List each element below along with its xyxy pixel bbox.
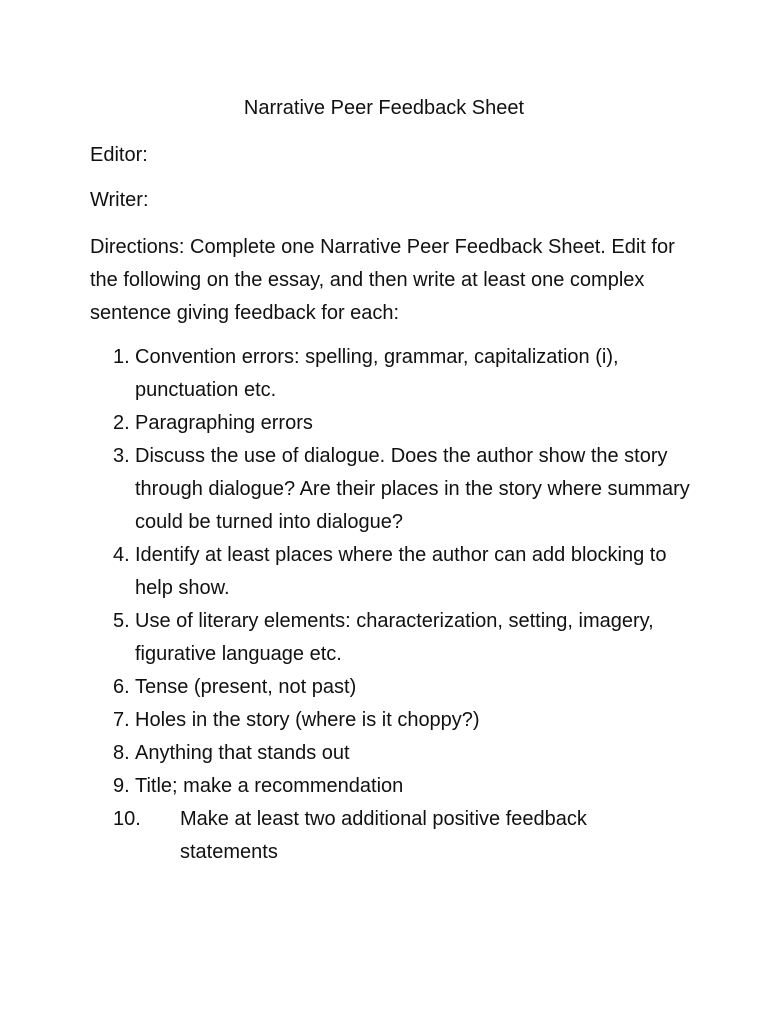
- list-item-number: 3.: [113, 445, 130, 467]
- list-item-text: Paragraphing errors: [135, 412, 313, 434]
- list-item: [90, 803, 690, 869]
- list-item: [90, 341, 690, 407]
- list-item: [90, 770, 690, 803]
- list-item-number: 5.: [113, 610, 130, 632]
- list-item: [90, 440, 690, 539]
- list-item-text: Make at least two additional positive feedback statements: [180, 808, 587, 863]
- list-item: [90, 704, 690, 737]
- list-item: [90, 605, 690, 671]
- directions-paragraph: Directions: Complete one Narrative Peer Feedback Sheet. Edit for the following on the essay, and then write at least one complex sentence giving feedback for each:: [90, 236, 675, 324]
- feedback-checklist: [90, 341, 690, 869]
- list-item-number: 2.: [113, 412, 130, 434]
- writer-label: Writer:: [90, 189, 149, 211]
- list-item-number: 4.: [113, 544, 130, 566]
- list-item-text: Holes in the story (where is it choppy?): [135, 709, 480, 731]
- list-item-text: Tense (present, not past): [135, 676, 357, 698]
- list-item-number: 8.: [113, 742, 130, 764]
- list-item-text: Convention errors: spelling, grammar, capitalization (i), punctuation etc.: [135, 346, 619, 401]
- list-item: [90, 737, 690, 770]
- list-item-text: Discuss the use of dialogue. Does the author show the story through dialogue? Are their places in the story where summary could be turned into dialogue?: [135, 445, 690, 533]
- list-item: [90, 539, 690, 605]
- list-item-text: Identify at least places where the author can add blocking to help show.: [135, 544, 667, 599]
- list-item-number: 1.: [113, 346, 130, 368]
- page-title: Narrative Peer Feedback Sheet: [243, 97, 525, 119]
- list-item-text: Title; make a recommendation: [135, 775, 404, 797]
- list-item-number: 10.: [113, 808, 141, 830]
- list-item-text: Use of literary elements: characterization, setting, imagery, figurative language etc.: [135, 610, 654, 665]
- list-item: [90, 671, 690, 704]
- list-item: [90, 407, 690, 440]
- list-item-number: 6.: [113, 676, 130, 698]
- editor-label: Editor:: [90, 144, 148, 166]
- list-item-number: 9.: [113, 775, 130, 797]
- list-item-text: Anything that stands out: [135, 742, 350, 764]
- list-item-number: 7.: [113, 709, 130, 731]
